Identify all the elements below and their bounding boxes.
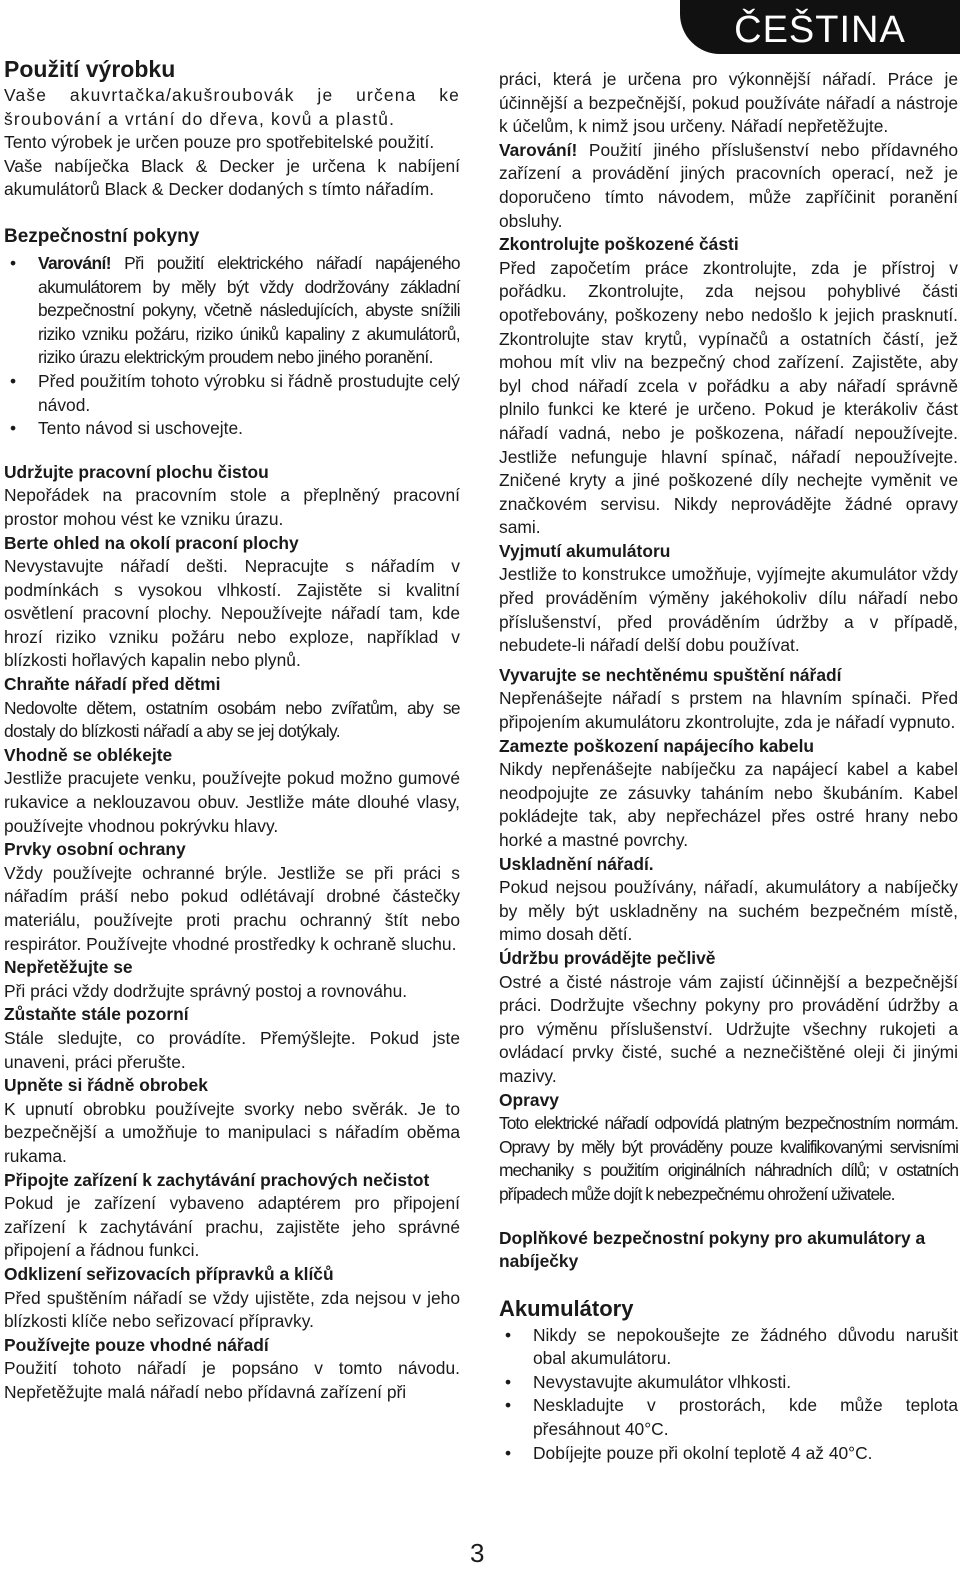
left-column <box>4 54 460 1404</box>
list-item <box>4 252 460 370</box>
batteries-title: Akumulátory <box>499 1295 634 1321</box>
list-item: • Před použitím tohoto výrobku si řádně prostudujte celý návod. <box>4 370 460 417</box>
page-number: 3 <box>470 1538 485 1568</box>
usage-paragraph: Tento výrobek je určen pouze pro spotřebitelské použití. <box>4 132 435 153</box>
section-text: Před započetím práce zkontrolujte, zda je přístroj v pořádku. Zkontrolujte, zda nejsou pohyblivé části opotřebovány, poškozeny nebo nedošlo k jejich prasknutí. Zkontrolujte stav krytů, vypínačů a ostatních částí, jež mohou mít vliv na bezpečný chod zařízení. Zajistěte, aby byl chod nářadí zcela v pořádku a aby nářadí správně plnilo funkci ke které je určeno. Pokud je kterákoliv část nářadí vadná, nebo je poškozena, nářadí nepoužívejte. Jestliže nefunguje hlavní spínač, nářadí nepoužívejte. Zničené kryty a jiné poškozené díly nechejte vyměnit ve značkovém servisu. Nikdy neprovádějte žádné opravy sami. <box>499 257 958 538</box>
section-title: Údržbu provádějte pečlivě <box>499 947 716 968</box>
section-title: Vhodně se oblékejte <box>4 744 173 765</box>
list-item: • Nevystavujte akumulátor vlhkosti. <box>499 1371 958 1395</box>
language-tab: ČEŠTINA <box>680 0 960 54</box>
additional-safety-title: Doplňkové bezpečnostní pokyny pro akumulátory a nabíječky <box>499 1227 926 1272</box>
section-text: Jestliže to konstrukce umožňuje, vyjímejte akumulátor vždy před prováděním výměny jakéhokoliv dílu nářadí nebo příslušenství, před prováděním údržby a v případě, nebudete-li nářadí delší dobu používat. <box>499 564 958 656</box>
safety-title: Bezpečnostní pokyny <box>4 225 200 247</box>
section-text: Při práci vždy dodržujte správný postoj a rovnováhu. <box>4 980 408 1001</box>
section-text: Použití tohoto nářadí je popsáno v tomto návodu. Nepřetěžujte malá nářadí nebo přídavná zařízení při <box>4 1358 460 1402</box>
section-title: Udržujte pracovní plochu čistou <box>4 461 269 482</box>
usage-paragraph: Vaše akuvrtačka/akušroubovák je určena ke šroubování a vrtání do dřeva, kovů a plastů. <box>4 85 460 129</box>
section-text: Nedovolte dětem, ostatním osobám nebo zvířatům, aby se dostaly do blízkosti nářadí a aby se jej dotýkaly. <box>4 697 460 742</box>
safety-list <box>4 252 460 441</box>
section-text: Pokud je zařízení vybaveno adaptérem pro připojení zařízení k zachytávání prachu, zajistěte jeho správné připojení a řádnou funkci. <box>4 1193 460 1261</box>
section-title: Zkontrolujte poškozené části <box>499 234 739 255</box>
section-text: Stále sledujte, co provádíte. Přemýšlejte. Pokud jste unaveni, práci přerušte. <box>4 1027 460 1072</box>
section-title: Upněte si řádně obrobek <box>4 1075 208 1096</box>
section-text: Vždy používejte ochranné brýle. Jestliže se při práci s nářadím práší nebo pokud odlétávají drobné částečky materiálu, používejte proti prachu ochranný štít nebo respirátor. Používejte vhodné prostředky k ochraně sluchu. <box>4 862 460 954</box>
section-title: Zamezte poškození napájecího kabelu <box>499 735 815 756</box>
list-item: • Dobíjejte pouze při okolní teplotě 4 až 40°C. <box>499 1442 958 1466</box>
section-title: Chraňte nářadí před dětmi <box>4 674 221 695</box>
section-text: Před spuštěním nářadí se vždy ujistěte, zda nejsou v jeho blízkosti klíče nebo seřizovací přípravky. <box>4 1287 460 1332</box>
section-title: Prvky osobní ochrany <box>4 839 186 860</box>
list-item: • Neskladujte v prostorách, kde může teplota přesáhnout 40°C. <box>499 1394 958 1441</box>
section-text: Nevystavujte nářadí dešti. Nepracujte s nářadím v podmínkách s vysokou vlhkostí. Zajistěte si kvalitní osvětlení pracovní plochy. Nepoužívejte nářadí tam, kde hrozí riziko vzniku požáru nebo exploze, například v blízkosti hořlavých kapalin nebo plynů. <box>4 556 460 671</box>
continued-text: práci, která je určena pro výkonnější nářadí. Práce je účinnější a bezpečnější, pokud používáte nářadí a nástroje k účelům, k nimž jsou určeny. Nářadí nepřetěžujte. <box>499 69 958 137</box>
section-title: Používejte pouze vhodné nářadí <box>4 1334 269 1355</box>
usage-paragraph: Vaše nabíječka Black & Decker je určena k nabíjení akumulátorů Black & Decker dodaných s tímto nářadím. <box>4 155 460 200</box>
usage-title: Použití výrobku <box>4 56 176 82</box>
section-title: Uskladnění nářadí. <box>499 853 654 874</box>
warning-text: Při použití elektrického nářadí napájeného akumulátorem by měly být vždy dodržovány základní bezpečnostní pokyny, včetně následujících, abyste snížili riziko vzniku požáru, riziko úniků kapaliny z akumulátorů, riziko úrazu elektrickým proudem nebo jiného poranění. <box>38 252 460 368</box>
warning-label: Varování! <box>499 139 578 160</box>
section-title: Berte ohled na okolí praconí plochy <box>4 532 299 553</box>
section-text: Nepořádek na pracovním stole a přeplněný pracovní prostor mohou vést ke vzniku úrazu. <box>4 485 460 529</box>
section-text: Toto elektrické nářadí odpovídá platným bezpečnostním normám. Opravy by měly být prováděny pouze kvalifikovanými servisními mechaniky s použitím originálních náhradních dílů; v ostatních případech může dojít k nebezpečnému ohrožení uživatele. <box>499 1113 958 1204</box>
section-text: Ostré a čisté nástroje vám zajistí účinnější a bezpečnější práci. Dodržujte všechny pokyny pro provádění údržby a pro výměnu příslušenství. Udržujte všechny rukojeti a ovládací prvky čisté, suché a neznečištěné oleji či jinými mazivy. <box>499 971 958 1086</box>
section-title: Nepřetěžujte se <box>4 957 133 978</box>
section-title: Zůstaňte stále pozorní <box>4 1004 189 1025</box>
section-title: Odklizení seřizovacích přípravků a klíčů <box>4 1263 334 1284</box>
section-text: Pokud nejsou používány, nářadí, akumulátory a nabíječky by měly být uskladněny na suchém bezpečném místě, mimo dosah dětí. <box>499 877 958 945</box>
right-column <box>499 68 958 1465</box>
section-title: Vyvarujte se nechtěnému spuštění nářadí <box>499 664 842 685</box>
section-title: Vyjmutí akumulátoru <box>499 540 671 561</box>
section-text: Nepřenášejte nářadí s prstem na hlavním spínači. Před připojením akumulátoru zkontrolujte, zda je nářadí vypnuto. <box>499 688 958 733</box>
section-text: Nikdy nepřenášejte nabíječku za napájecí kabel a kabel neodpojujte ze zásuvky taháním nebo škubáním. Kabel pokládejte tak, aby nepřecházel přes ostré hrany nebo horké a mastné povrchy. <box>499 759 958 850</box>
battery-list <box>499 1324 958 1466</box>
section-text: Jestliže pracujete venku, používejte pokud možno gumové rukavice a neklouzavou obuv. Jestliže máte dlouhé vlasy, používejte vhodnou pokrývku hlavy. <box>4 768 460 836</box>
warning-label: Varování! <box>38 252 111 273</box>
section-text: K upnutí obrobku používejte svorky nebo svěrák. Je to bezpečnější a umožňuje to manipulaci s nářadím oběma rukama. <box>4 1098 460 1166</box>
list-item: • Nikdy se nepokoušejte ze žádného důvodu narušit obal akumulátoru. <box>499 1324 958 1371</box>
section-title: Opravy <box>499 1089 559 1110</box>
warning-paragraph <box>499 139 958 233</box>
section-title: Připojte zařízení k zachytávání prachových nečistot <box>4 1169 430 1190</box>
list-item: • Tento návod si uschovejte. <box>4 417 460 441</box>
warning-text: Použití jiného příslušenství nebo přídavného zařízení a provádění jiných pracovních operací, než je doporučeno tímto návodem, může zapříčinit poranění obsluhy. <box>499 139 958 231</box>
